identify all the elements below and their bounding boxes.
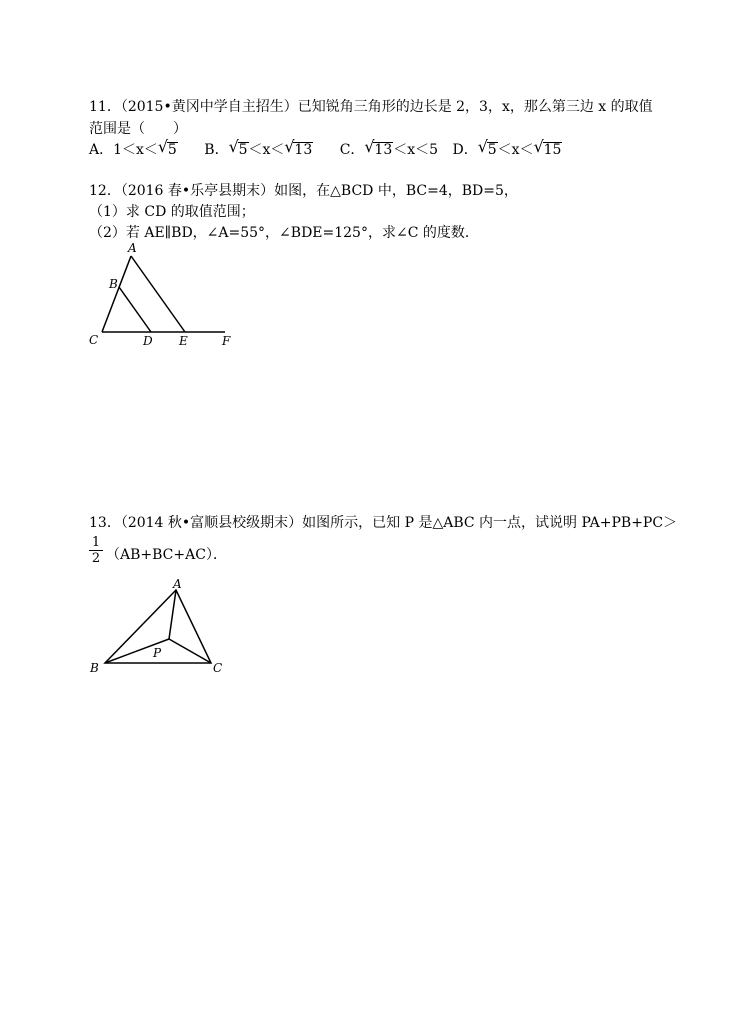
q13-fraction: $\frac{1}{2}$ xyxy=(89,536,103,567)
label-c: C xyxy=(89,333,99,347)
label-b: B xyxy=(109,277,118,291)
q11-option-b: B． √ 5＜x＜ √ 13 xyxy=(204,137,313,158)
label-a: A xyxy=(128,241,137,255)
q11-option-d: D． √ 5＜x＜ √ 15 xyxy=(452,137,562,158)
label-f: F xyxy=(222,334,231,348)
q13-stem-line2: （AB+BC+AC）． xyxy=(106,547,227,563)
label-e: E xyxy=(179,334,188,348)
q12-figure xyxy=(85,240,255,350)
q11-option-a: A．1＜x＜ √ 5 xyxy=(89,137,177,158)
label-b: B xyxy=(90,661,99,675)
label-c: C xyxy=(213,661,223,675)
q13-figure xyxy=(85,576,235,676)
line-ae xyxy=(131,256,185,332)
q11-option-c: C． √ 13＜x＜5 xyxy=(339,137,439,158)
q11-stem-line2: 范围是（ ） xyxy=(89,121,187,137)
q12-stem-line1: 12．（2016 春•乐亭县期末）如图，在△BCD 中，BC=4，BD=5， xyxy=(89,183,518,199)
line-bd xyxy=(119,287,151,332)
line-ca xyxy=(102,256,131,332)
q13-stem-line1: 13．（2014 秋•富顺县校级期末）如图所示，已知 P 是△ABC 内一点，试说明 PA+PB+PC＞ xyxy=(89,515,678,531)
label-p: P xyxy=(153,646,162,660)
q11-stem-line1: 11．（2015•黄冈中学自主招生）已知锐角三角形的边长是 2，3，x，那么第三边 x 的取值 xyxy=(89,99,653,115)
label-d: D xyxy=(143,334,153,348)
label-a: A xyxy=(173,577,182,591)
q11-options xyxy=(89,137,562,159)
segment-pa xyxy=(169,590,176,639)
q12-part1: （1）求 CD 的取值范围； xyxy=(89,204,255,220)
q12-part2: （2）若 AE∥BD，∠A=55°，∠BDE=125°，求∠C 的度数． xyxy=(89,225,479,241)
